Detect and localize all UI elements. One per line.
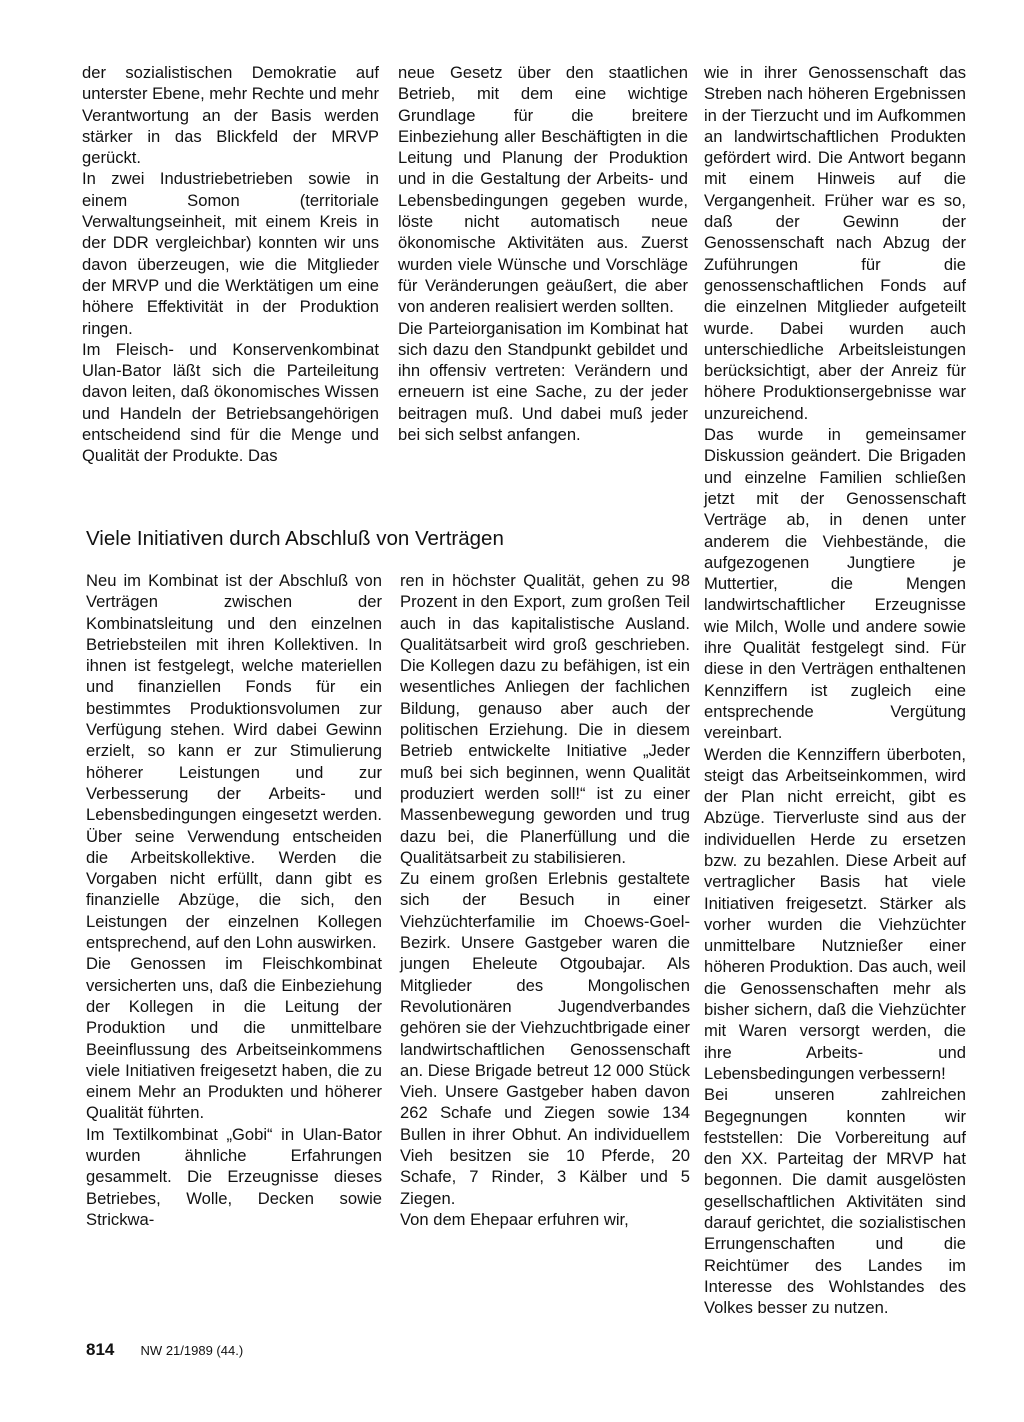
paragraph: Im Fleisch- und Konservenkombinat Ulan-Bator läßt sich die Parteileitung davon leiten, daß ökonomisches Wissen und Handeln der Betriebsangehörigen entscheidend sind für die Menge und Qualität der Produkte. Das [82,339,379,466]
paragraph: Das wurde in gemeinsamer Diskussion geändert. Die Brigaden und einzelne Familien schließen jetzt mit der Genossenschaft Verträge ab, in denen unter anderem die Viehbestände, die aufgezogenen Jungtiere je Muttertier, die Mengen landwirtschaftlicher Erzeugnisse wie Milch, Wolle und andere sowie ihre Qualität festgelegt sind. Für diese in den Verträgen enthaltenen Kennziffern ist zugleich eine entsprechende Vergütung vereinbart. [704,425,966,743]
paragraph: der sozialistischen Demokratie auf unterster Ebene, mehr Rechte und mehr Verantwortung an der Basis werden stärker in das Blickfeld der MRVP gerückt. [82,63,380,168]
column-1-top [82,62,379,467]
paragraph: Die Parteiorganisation im Kombinat hat sich dazu den Standpunkt gebildet und ihn offensiv vertreten: Verändern und erneuern ist eine Sache, zu der jeder beitragen muß. Und dabei muß jeder bei sich selbst anfangen. [398,318,688,445]
column-2-bottom [400,570,690,1230]
paragraph: wie in ihrer Genossenschaft das Streben nach höheren Ergebnissen in der Tierzucht und im Aufkommen an landwirtschaftlichen Produkten gefördert wird. Die Antwort begann mit einem Hinweis auf die Vergangenheit. Früher war es so, daß der Gewinn der Genossenschaft nach Abzug der Zuführungen für die genossenschaftlichen Fonds auf die einzelnen Mitglieder aufgeteilt wurde. Dabei wurden auch unterschiedliche Arbeitsleistungen berücksichtigt, aber der Anreiz für höhere Produktionsergebnisse war unzureichend. [704,63,966,423]
paragraph: neue Gesetz über den staatlichen Betrieb, mit dem eine wichtige Grundlage für die breitere Einbeziehung aller Beschäftigten in die Leitung und Planung der Produktion und in die Gestaltung der Arbeits- und Lebensbedingungen gegeben wurde, löste nicht automatisch neue ökonomische Aktivitäten aus. Zuerst wurden viele Wünsche und Vorschläge für Veränderungen geäußert, die aber von anderen realisiert werden sollten. [398,63,688,317]
section-heading: Viele Initiativen durch Abschluß von Verträgen [86,527,504,550]
paragraph: Im Textilkombinat „Gobi“ in Ulan-Bator wurden ähnliche Erfahrungen gesammelt. Die Erzeugnisse dieses Betriebes, Wolle, Decken sowie Strickwa- [86,1124,382,1229]
column-1-bottom [86,570,382,1230]
paragraph: ren in höchster Qualität, gehen zu 98 Prozent in den Export, zum großen Teil auch in das kapitalistische Ausland. Qualitätsarbeit wird groß geschrieben. Die Kollegen dazu zu befähigen, ist ein wesentliches Anliegen der fachlichen Bildung, genauso aber auch der politischen Erziehung. Die in diesem Betrieb entwickelte Initiative „Jeder muß bei sich beginnen, wenn Qualität produziert werden soll!“ ist zu einer Massenbewegung geworden und trug dazu bei, die Planerfüllung und die Qualitätsarbeit zu stabilisieren. [400,571,690,867]
paragraph: Von dem Ehepaar erfuhren wir, [400,1209,629,1229]
paragraph: Werden die Kennziffern überboten, steigt das Arbeitseinkommen, wird der Plan nicht erreicht, gibt es Abzüge. Tierverluste sind aus der individuellen Herde zu ersetzen bzw. zu bezahlen. Diese Arbeit auf vertraglicher Basis hat viele Initiativen freigesetzt. Stärker als vorher wurden die Viehzüchter unmittelbare Nutznießer einer höheren Produktion. Das auch, weil die Genossenschaften mehr als bisher sichern, daß die Viehzüchter mit Waren versorgt werden, die ihre Arbeits- und Lebensbedingungen verbessern! [704,744,966,1083]
paragraph: Bei unseren zahlreichen Begegnungen konnten wir feststellen: Die Vorbereitung auf den XX. Parteitag der MRVP hat begonnen. Die damit ausgelösten gesellschaftlichen Aktivitäten sind darauf gerichtet, die sozialistischen Errungenschaften und die Reichtümer des Landes im Interesse des Wohlstandes des Volkes besser zu nutzen. [704,1085,966,1318]
paragraph: Die Genossen im Fleischkombinat versicherten uns, daß die Einbeziehung der Kollegen in die Leitung der Produktion und die unmittelbare Beeinflussung des Arbeitseinkommens viele Initiativen freigesetzt haben, die zu einem Mehr an Produkten und höherer Qualität führten. [86,954,382,1123]
column-3 [704,62,966,1319]
page-footer [86,1340,243,1361]
paragraph: Neu im Kombinat ist der Abschluß von Verträgen zwischen der Kombinatsleitung und den einzelnen Betriebsteilen mit ihren Kollektiven. In ihnen ist festgelegt, welche materiellen und finanziellen Fonds für ein bestimmtes Produktionsvolumen zur Verfügung stehen. Wird dabei Gewinn erzielt, so kann er zur Stimulierung höherer Leistungen und zur Verbesserung der Arbeits- und Lebensbedingungen eingesetzt werden. Über seine Verwendung entscheiden die Arbeitskollektive. Werden die Vorgaben nicht erfüllt, dann gibt es finanzielle Abzüge, die sich, den Leistungen der einzelnen Kollegen entsprechend, auf den Lohn auswirken. [86,571,382,953]
issue-reference: NW 21/1989 (44.) [140,1343,244,1358]
column-2-top [398,62,688,445]
paragraph: In zwei Industriebetrieben sowie in einem Somon (territoriale Verwaltungseinheit, mit einem Kreis in der DDR vergleichbar) konnten wir uns davon überzeugen, wie die Mitglieder der MRVP und die Werktätigen um eine höhere Effektivität in der Produktion ringen. [82,169,379,338]
paragraph: Zu einem großen Erlebnis gestaltete sich der Besuch in einer Viehzüchterfamilie im Choews-Goel-Bezirk. Unsere Gastgeber waren die jungen Eheleute Otgoubajar. Als Mitglieder des Mongolischen Revolutionären Jugendverbandes gehören sie der Viehzuchtbrigade einer landwirtschaftlichen Genossenschaft an. Diese Brigade betreut 12 000 Stück Vieh. Unsere Gastgeber haben davon 262 Schafe und Ziegen sowie 134 Bullen in ihrer Obhut. An individuellem Vieh besitzen sie 10 Pferde, 20 Schafe, 7 Rinder, 3 Kälber und 5 Ziegen. [400,869,690,1208]
page-number: 814 [86,1340,115,1359]
